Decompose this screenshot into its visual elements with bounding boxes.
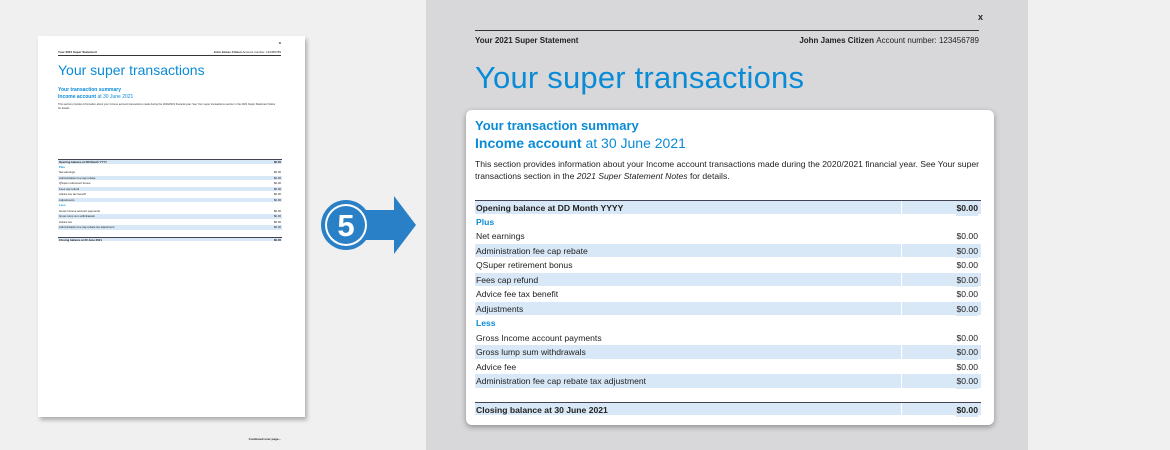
- table-row: [475, 229, 981, 244]
- row-value: $0.00: [956, 273, 978, 288]
- opening-balance-row: [475, 200, 981, 215]
- step-arrow-icon: [318, 190, 418, 260]
- table-row: [475, 244, 981, 259]
- opening-balance-label: Opening balance at DD Month YYYY: [476, 203, 624, 213]
- income-account-date: at 30 June 2021: [581, 135, 686, 151]
- row-label: Net earnings: [59, 170, 75, 174]
- row-label: Gross lump sum withdrawals: [476, 347, 586, 357]
- row-value: $0.00: [956, 244, 978, 259]
- thumb-desc-italic: 2021 Super Statement Notes: [241, 103, 275, 106]
- table-row: [475, 258, 981, 273]
- statement-header: [475, 36, 979, 45]
- account-number: 123456789: [938, 36, 979, 45]
- thumb-header-rule: [58, 55, 281, 56]
- row-value: $0.00: [274, 225, 281, 229]
- row-value: $0.00: [956, 260, 978, 270]
- row-label: QSuper retirement bonus: [476, 260, 573, 270]
- plus-section-label: Plus: [475, 215, 981, 230]
- zoomed-panel: [426, 0, 1028, 450]
- row-label: Advice fee: [476, 361, 517, 372]
- thumb-summary-heading: Your transaction summary: [58, 87, 121, 93]
- header-rule: [475, 30, 979, 31]
- desc-italic: 2021 Super Statement Notes: [576, 171, 688, 181]
- row-label: Fees cap refund: [476, 274, 539, 285]
- less-section-label: Less: [475, 316, 981, 331]
- section-description: [475, 158, 980, 182]
- less-rows: [475, 331, 981, 389]
- thumb-account-holder: John James Citizen: [213, 50, 242, 54]
- row-value: $0.00: [956, 374, 978, 389]
- thumb-transaction-table: [58, 159, 282, 242]
- page-number: x: [977, 12, 983, 22]
- row-label: Adjustments: [59, 197, 75, 202]
- transaction-table: [475, 200, 981, 416]
- row-value: $0.00: [274, 175, 281, 180]
- row-label: Advice fee tax benefit: [59, 192, 86, 196]
- row-value: $0.00: [956, 332, 978, 343]
- row-label: Advice fee tax benefit: [476, 289, 559, 299]
- row-value: $0.00: [274, 181, 281, 185]
- statement-title: Your 2021 Super Statement: [475, 36, 579, 45]
- thumb-closing-value: $0.00: [274, 237, 281, 242]
- row-value: $0.00: [274, 219, 281, 224]
- row-value: $0.00: [274, 170, 281, 174]
- thumb-account-number: 123456789: [265, 50, 281, 54]
- thumb-less-label: Less: [58, 203, 282, 209]
- thumb-account-number-label: Account number:: [242, 50, 266, 54]
- row-label: Net earnings: [476, 231, 525, 241]
- row-label: Advice fee: [59, 219, 73, 224]
- row-value: $0.00: [956, 289, 978, 299]
- thumb-continued-text: Continued over page...: [248, 437, 281, 441]
- closing-balance-row: [475, 402, 981, 417]
- account-info: [799, 36, 979, 45]
- thumb-plus-rows: [58, 170, 282, 203]
- thumb-closing-label: Closing balance at 30 June 2021: [59, 237, 102, 242]
- thumb-account-info: [214, 50, 281, 54]
- thumb-closing-row: [58, 237, 282, 243]
- row-label: Administration fee cap rebate: [59, 175, 96, 180]
- closing-balance-label: Closing balance at 30 June 2021: [476, 404, 608, 415]
- step-number: 5: [337, 208, 355, 243]
- table-row: [475, 331, 981, 346]
- row-label: Fees cap refund: [59, 186, 80, 191]
- row-value: $0.00: [956, 231, 978, 241]
- table-row: [475, 273, 981, 288]
- row-label: Administration fee cap rebate tax adjustment: [59, 225, 115, 229]
- statement-page-thumbnail: [38, 36, 305, 441]
- row-label: Adjustments: [476, 303, 524, 314]
- table-row: [475, 287, 981, 302]
- summary-heading: Your transaction summary: [475, 118, 639, 133]
- desc-part-2: for details.: [687, 171, 730, 181]
- row-label: Administration fee cap rebate: [476, 245, 588, 256]
- row-label: Gross Income account payments: [59, 208, 100, 213]
- thumb-page-number: x: [278, 40, 281, 45]
- row-value: $0.00: [274, 208, 281, 213]
- row-label: Gross lump sum withdrawals: [59, 214, 95, 218]
- closing-balance-value: $0.00: [956, 403, 978, 418]
- row-value: $0.00: [956, 361, 978, 372]
- account-holder: John James Citizen: [799, 36, 874, 45]
- table-row: [475, 345, 981, 360]
- row-value: $0.00: [274, 214, 281, 218]
- transaction-summary-card: [466, 110, 994, 425]
- row-value: $0.00: [956, 302, 978, 317]
- thumb-page-heading: Your super transactions: [58, 62, 205, 78]
- thumb-income-rest: at 30 June 2021: [96, 94, 134, 100]
- row-label: QSuper retirement bonus: [59, 181, 91, 185]
- table-row: [475, 374, 981, 389]
- row-value: $0.00: [956, 345, 978, 360]
- thumb-header: [58, 50, 281, 54]
- income-account-bold: Income account: [475, 135, 582, 151]
- income-account-heading: [475, 135, 686, 151]
- table-row: [475, 302, 981, 317]
- desc-part-1: This section provides information about your Income account transactions made during the 2020/2021 financial year. See Your super transactions section in the: [475, 159, 979, 181]
- thumb-opening-value: $0.00: [274, 160, 281, 164]
- row-value: $0.00: [274, 186, 281, 191]
- thumb-income-account-heading: [58, 94, 133, 100]
- thumb-opening-label: Opening balance at DD Month YYYY: [59, 160, 107, 164]
- thumb-plus-label: Plus: [58, 165, 282, 171]
- row-label: Gross Income account payments: [476, 332, 602, 343]
- thumb-income-bold: Income account: [58, 94, 97, 100]
- row-value: $0.00: [274, 197, 281, 202]
- row-label: Administration fee cap rebate tax adjustment: [476, 376, 647, 386]
- thumb-desc-1: This section provides information about your Income account transactions made during the 2020/2021 financial year. See Your super transactions section in the: [58, 103, 242, 106]
- table-row: [58, 225, 282, 231]
- thumb-less-rows: [58, 209, 282, 231]
- account-number-label: Account number:: [876, 36, 937, 45]
- thumb-desc-2: for details.: [58, 107, 70, 110]
- plus-rows: [475, 229, 981, 316]
- row-value: $0.00: [274, 192, 281, 196]
- thumb-description: [58, 103, 278, 111]
- page-heading: Your super transactions: [475, 60, 805, 95]
- opening-balance-value: $0.00: [956, 201, 978, 216]
- thumb-statement-title: Your 2021 Super Statement: [58, 50, 97, 54]
- table-row: [475, 360, 981, 375]
